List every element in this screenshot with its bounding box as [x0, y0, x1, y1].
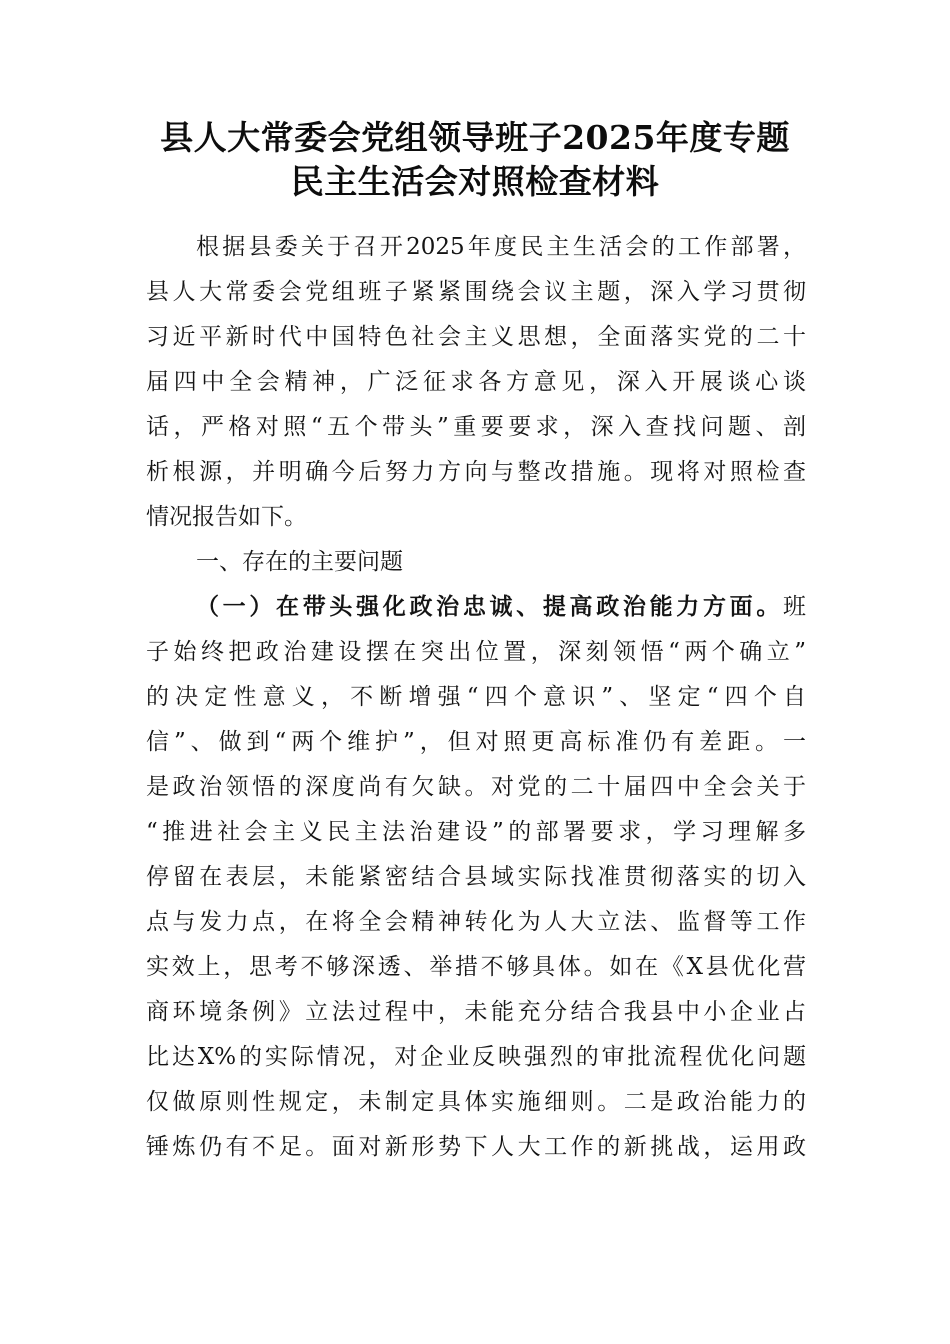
body-line: 实效上，思考不够深透、举措不够具体。如在《X县优化营 — [146, 954, 806, 980]
document-title-line1: 县人大常委会党组领导班子2025年度专题 — [160, 118, 790, 157]
body-line: “推进社会主义民主法治建设”的部署要求，学习理解多 — [146, 819, 806, 845]
intro-line: 根据县委关于召开2025年度民主生活会的工作部署， — [196, 234, 806, 260]
intro-line: 习近平新时代中国特色社会主义思想，全面落实党的二十 — [146, 324, 806, 350]
document-title-line2: 民主生活会对照检查材料 — [290, 162, 660, 201]
intro-line: 情况报告如下。 — [146, 504, 307, 530]
subsection-first-line — [196, 592, 806, 622]
intro-line: 县人大常委会党组班子紧紧围绕会议主题，深入学习贯彻 — [146, 279, 806, 305]
subsection-title: （一）在带头强化政治忠诚、提高政治能力方面。 — [196, 593, 783, 620]
subsection-first-rest: 班 — [783, 594, 806, 620]
body-line: 停留在表层，未能紧密结合县域实际找准贯彻落实的切入 — [146, 864, 806, 890]
body-line: 仅做原则性规定，未制定具体实施细则。二是政治能力的 — [146, 1089, 806, 1115]
intro-line: 届四中全会精神，广泛征求各方意见，深入开展谈心谈 — [146, 369, 806, 395]
body-line: 子始终把政治建设摆在突出位置，深刻领悟“两个确立” — [146, 639, 806, 665]
body-line: 锤炼仍有不足。面对新形势下人大工作的新挑战，运用政 — [146, 1134, 806, 1160]
body-line: 商环境条例》立法过程中，未能充分结合我县中小企业占 — [146, 999, 806, 1025]
body-line: 信”、做到“两个维护”，但对照更高标准仍有差距。一 — [146, 729, 806, 755]
body-line: 点与发力点，在将全会精神转化为人大立法、监督等工作 — [146, 909, 806, 935]
intro-line: 话，严格对照“五个带头”重要要求，深入查找问题、剖 — [146, 414, 806, 440]
section-heading: 一、存在的主要问题 — [196, 549, 403, 575]
body-line: 比达X%的实际情况，对企业反映强烈的审批流程优化问题 — [146, 1044, 806, 1070]
body-line: 的决定性意义，不断增强“四个意识”、坚定“四个自 — [146, 684, 806, 710]
body-line: 是政治领悟的深度尚有欠缺。对党的二十届四中全会关于 — [146, 774, 806, 800]
intro-line: 析根源，并明确今后努力方向与整改措施。现将对照检查 — [146, 459, 806, 485]
